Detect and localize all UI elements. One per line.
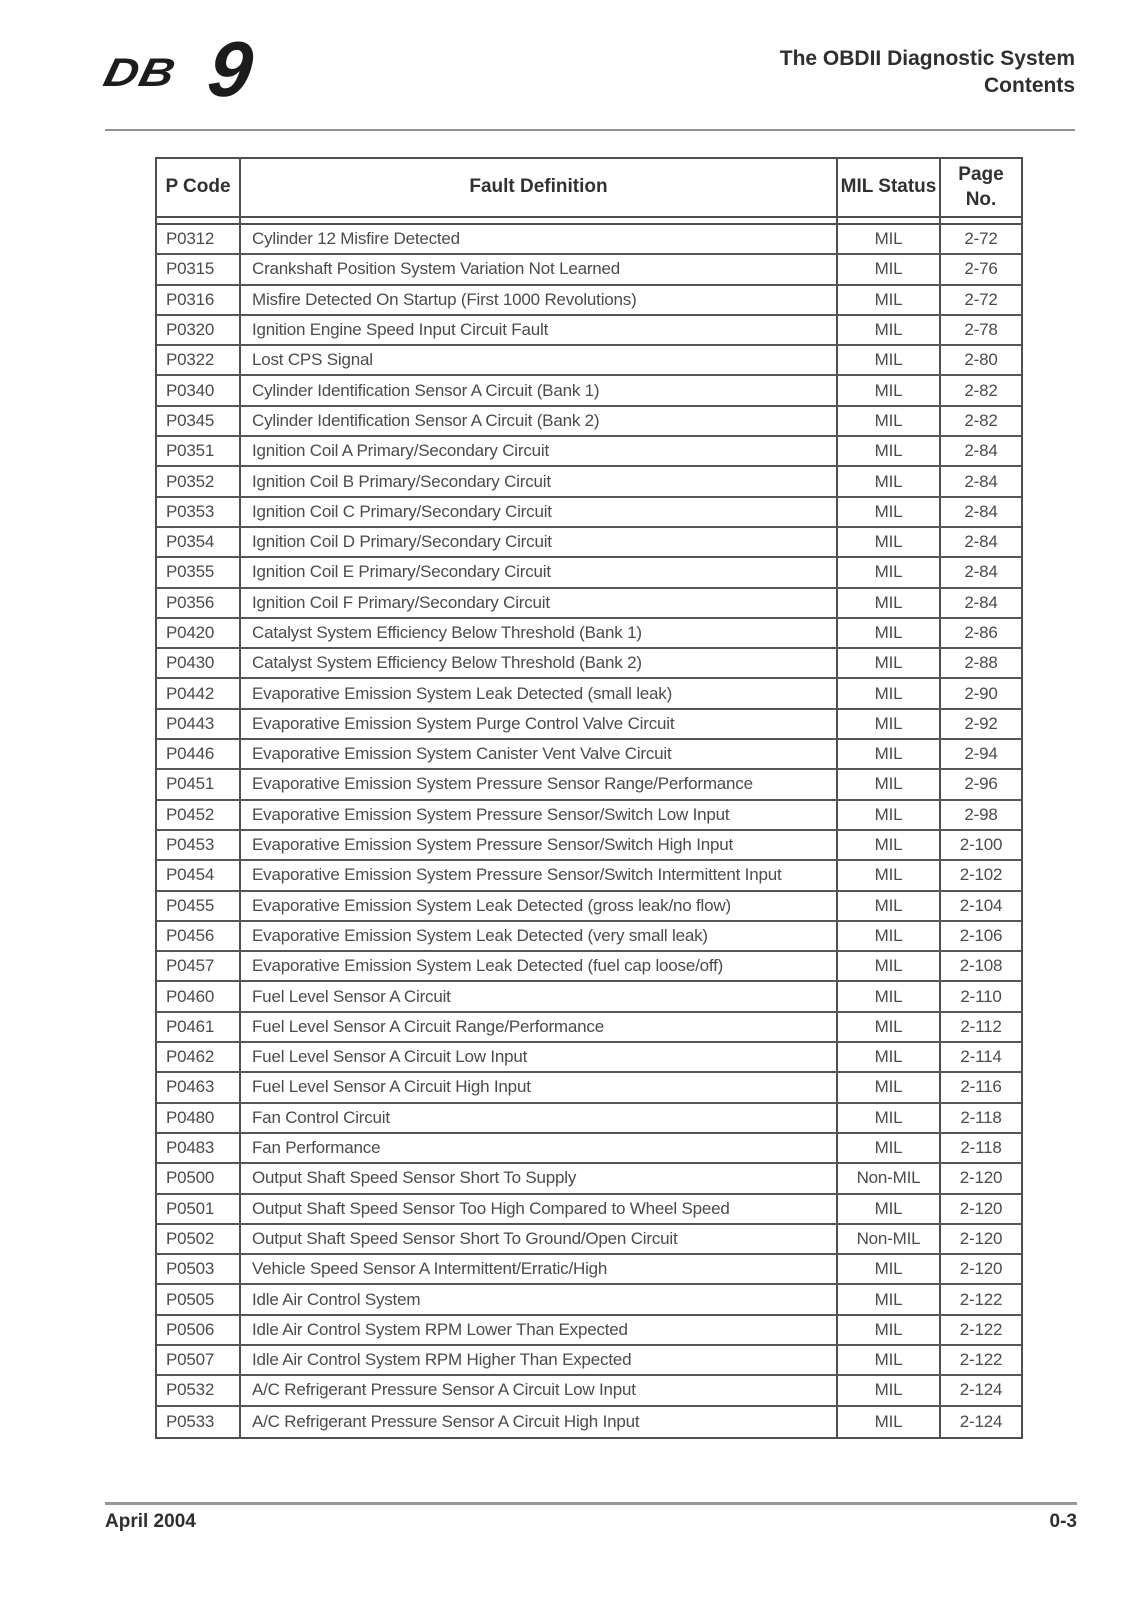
- mil-status-cell: MIL: [838, 710, 941, 738]
- fault-cell: Idle Air Control System RPM Lower Than Expected: [241, 1316, 838, 1344]
- pcode-cell: P0455: [157, 892, 241, 920]
- pcode-cell: P0443: [157, 710, 241, 738]
- table-row: [157, 1255, 1021, 1285]
- page-no-cell: 2-72: [964, 229, 998, 249]
- fault-cell: Crankshaft Position System Variation Not Learned: [241, 255, 838, 283]
- table-row: [157, 770, 1021, 800]
- fault-cell: Evaporative Emission System Canister Vent Valve Circuit: [241, 740, 838, 768]
- page-no-cell: 2-86: [964, 623, 998, 642]
- table-row: [157, 1285, 1021, 1315]
- pcode-cell: P0442: [157, 679, 241, 707]
- fault-cell: A/C Refrigerant Pressure Sensor A Circuit Low Input: [241, 1376, 838, 1404]
- mil-status-cell: MIL: [838, 589, 941, 617]
- page-no-cell: 2-84: [964, 501, 998, 521]
- table-row: [157, 1376, 1021, 1406]
- pcode-cell: P0312: [157, 225, 241, 253]
- table-row: [157, 1316, 1021, 1346]
- mil-status-cell: MIL: [838, 1013, 941, 1041]
- page-no-cell: 2-122: [959, 1319, 1003, 1339]
- mil-status-cell: MIL: [838, 679, 941, 707]
- column-header-page-no: Page No.: [958, 163, 1004, 210]
- fault-cell: Ignition Coil D Primary/Secondary Circuit: [241, 528, 838, 556]
- fault-cell: Evaporative Emission System Pressure Sensor Range/Performance: [241, 770, 838, 798]
- fault-cell: Evaporative Emission System Leak Detected (small leak): [241, 679, 838, 707]
- mil-status-cell: MIL: [838, 801, 941, 829]
- fault-cell: Output Shaft Speed Sensor Short To Ground/Open Circuit: [241, 1225, 838, 1253]
- pcode-cell: P0345: [157, 407, 241, 435]
- mil-status-cell: MIL: [838, 286, 941, 314]
- mil-status-cell: MIL: [838, 407, 941, 435]
- mil-status-cell: MIL: [838, 892, 941, 920]
- mil-status-cell: Non-MIL: [838, 1164, 941, 1192]
- column-header-fault: Fault Definition: [241, 159, 838, 216]
- page-header-title: [780, 45, 1075, 99]
- page-no-cell: 2-120: [959, 1259, 1003, 1279]
- pcode-cell: P0456: [157, 922, 241, 950]
- page-no-cell: 2-124: [959, 1380, 1003, 1400]
- fault-cell: Ignition Coil C Primary/Secondary Circuit: [241, 498, 838, 526]
- table-row: [157, 922, 1021, 952]
- pcode-cell: P0505: [157, 1285, 241, 1313]
- fault-cell: Cylinder Identification Sensor A Circuit (Bank 2): [241, 407, 838, 435]
- fault-cell: Catalyst System Efficiency Below Threshold (Bank 2): [241, 649, 838, 677]
- pcode-cell: P0503: [157, 1255, 241, 1283]
- page-no-cell: 2-84: [964, 471, 998, 491]
- page-no-cell: 2-82: [964, 410, 998, 430]
- mil-status-cell: MIL: [838, 376, 941, 404]
- logo-db-text: DB: [99, 51, 181, 95]
- pcode-cell: P0420: [157, 619, 241, 647]
- fault-cell: Fan Control Circuit: [241, 1104, 838, 1132]
- page-no-cell: 2-76: [964, 259, 998, 279]
- table-row: [157, 1346, 1021, 1376]
- page-no-cell: 2-100: [959, 835, 1003, 855]
- header-title-line2: Contents: [984, 74, 1075, 97]
- table-row: [157, 619, 1021, 649]
- page-no-cell: 2-118: [960, 1107, 1002, 1127]
- page-no-cell: 2-104: [959, 895, 1003, 915]
- mil-status-cell: MIL: [838, 952, 941, 980]
- pcode-cell: P0461: [157, 1013, 241, 1041]
- mil-status-cell: Non-MIL: [838, 1225, 941, 1253]
- pcode-cell: P0462: [157, 1043, 241, 1071]
- table-row: [157, 1225, 1021, 1255]
- pcode-cell: P0501: [157, 1195, 241, 1223]
- table-row: [157, 679, 1021, 709]
- mil-status-cell: MIL: [838, 1043, 941, 1071]
- page-no-cell: 2-98: [964, 804, 998, 824]
- logo-9-text: 9: [203, 25, 258, 113]
- fault-cell: Lost CPS Signal: [241, 346, 838, 374]
- pcode-cell: P0454: [157, 861, 241, 889]
- table-row: [157, 1195, 1021, 1225]
- pcode-cell: P0500: [157, 1164, 241, 1192]
- fault-cell: Evaporative Emission System Purge Control Valve Circuit: [241, 710, 838, 738]
- page-no-cell: 2-84: [964, 532, 998, 552]
- table-row: [157, 286, 1021, 316]
- mil-status-cell: MIL: [838, 1376, 941, 1404]
- page-no-cell: 2-72: [964, 289, 998, 309]
- pcode-cell: P0483: [157, 1134, 241, 1162]
- table-row: [157, 831, 1021, 861]
- pcode-cell: P0532: [157, 1376, 241, 1404]
- table-row: [157, 861, 1021, 891]
- page-no-cell: 2-124: [959, 1411, 1003, 1431]
- mil-status-cell: MIL: [838, 1407, 941, 1437]
- table-row: [157, 710, 1021, 740]
- fault-cell: Ignition Engine Speed Input Circuit Fault: [241, 316, 838, 344]
- pcode-cell: P0457: [157, 952, 241, 980]
- fault-cell: Ignition Coil E Primary/Secondary Circuit: [241, 558, 838, 586]
- pcode-cell: P0320: [157, 316, 241, 344]
- table-row: [157, 1407, 1021, 1437]
- table-row: [157, 316, 1021, 346]
- mil-status-cell: MIL: [838, 528, 941, 556]
- pcode-cell: P0355: [157, 558, 241, 586]
- page-no-cell: 2-118: [960, 1138, 1002, 1158]
- mil-status-cell: MIL: [838, 861, 941, 889]
- table-row: [157, 1043, 1021, 1073]
- table-row: [157, 558, 1021, 588]
- fault-cell: Idle Air Control System: [241, 1285, 838, 1313]
- column-header-pcode: P Code: [157, 159, 241, 216]
- mil-status-cell: MIL: [838, 1073, 941, 1101]
- table-row: [157, 1013, 1021, 1043]
- mil-status-cell: MIL: [838, 467, 941, 495]
- page-no-cell: 2-88: [964, 653, 998, 673]
- fault-cell: Evaporative Emission System Pressure Sensor/Switch Low Input: [241, 801, 838, 829]
- mil-status-cell: MIL: [838, 1104, 941, 1132]
- table-row: [157, 498, 1021, 528]
- fault-code-table: [155, 157, 1023, 1439]
- pcode-cell: P0480: [157, 1104, 241, 1132]
- pcode-cell: P0533: [157, 1407, 241, 1437]
- mil-status-cell: MIL: [838, 558, 941, 586]
- footer-date: April 2004: [105, 1511, 196, 1532]
- header-divider: [105, 129, 1075, 131]
- pcode-cell: P0507: [157, 1346, 241, 1374]
- fault-cell: Vehicle Speed Sensor A Intermittent/Erratic/High: [241, 1255, 838, 1283]
- page-no-cell: 2-84: [964, 562, 998, 582]
- page-no-cell: 2-80: [964, 350, 998, 370]
- fault-cell: Ignition Coil B Primary/Secondary Circuit: [241, 467, 838, 495]
- page-no-cell: 2-78: [964, 320, 998, 340]
- fault-cell: Output Shaft Speed Sensor Short To Supply: [241, 1164, 838, 1192]
- mil-status-cell: MIL: [838, 498, 941, 526]
- table-body: [157, 225, 1021, 1437]
- mil-status-cell: MIL: [838, 316, 941, 344]
- fault-cell: Evaporative Emission System Leak Detected (gross leak/no flow): [241, 892, 838, 920]
- mil-status-cell: MIL: [838, 437, 941, 465]
- pcode-cell: P0315: [157, 255, 241, 283]
- page-no-cell: 2-106: [959, 925, 1003, 945]
- fault-cell: Evaporative Emission System Leak Detected (very small leak): [241, 922, 838, 950]
- fault-cell: Fuel Level Sensor A Circuit High Input: [241, 1073, 838, 1101]
- fault-cell: Catalyst System Efficiency Below Threshold (Bank 1): [241, 619, 838, 647]
- table-row: [157, 982, 1021, 1012]
- pcode-cell: P0354: [157, 528, 241, 556]
- fault-cell: Misfire Detected On Startup (First 1000 Revolutions): [241, 286, 838, 314]
- fault-cell: Evaporative Emission System Leak Detected (fuel cap loose/off): [241, 952, 838, 980]
- fault-cell: Evaporative Emission System Pressure Sensor/Switch High Input: [241, 831, 838, 859]
- mil-status-cell: MIL: [838, 1195, 941, 1223]
- table-row: [157, 528, 1021, 558]
- page-no-cell: 2-84: [964, 592, 998, 612]
- table-row: [157, 801, 1021, 831]
- pcode-cell: P0430: [157, 649, 241, 677]
- table-row: [157, 589, 1021, 619]
- page-no-cell: 2-96: [964, 774, 998, 794]
- page-no-cell: 2-120: [959, 1198, 1003, 1218]
- mil-status-cell: MIL: [838, 346, 941, 374]
- table-row: [157, 1073, 1021, 1103]
- mil-status-cell: MIL: [838, 831, 941, 859]
- page-no-cell: 2-114: [960, 1047, 1002, 1067]
- pcode-cell: P0453: [157, 831, 241, 859]
- page-no-cell: 2-82: [964, 380, 998, 400]
- pcode-cell: P0452: [157, 801, 241, 829]
- fault-cell: Ignition Coil A Primary/Secondary Circuit: [241, 437, 838, 465]
- fault-cell: A/C Refrigerant Pressure Sensor A Circuit High Input: [241, 1407, 838, 1437]
- fault-cell: Cylinder 12 Misfire Detected: [241, 225, 838, 253]
- table-row: [157, 437, 1021, 467]
- fault-cell: Output Shaft Speed Sensor Too High Compared to Wheel Speed: [241, 1195, 838, 1223]
- mil-status-cell: MIL: [838, 619, 941, 647]
- mil-status-cell: MIL: [838, 649, 941, 677]
- mil-status-cell: MIL: [838, 740, 941, 768]
- mil-status-cell: MIL: [838, 1134, 941, 1162]
- table-row: [157, 952, 1021, 982]
- mil-status-cell: MIL: [838, 1285, 941, 1313]
- pcode-cell: P0451: [157, 770, 241, 798]
- pcode-cell: P0502: [157, 1225, 241, 1253]
- header-double-rule-gap: [157, 218, 1021, 225]
- pcode-cell: P0460: [157, 982, 241, 1010]
- page-no-cell: 2-94: [964, 744, 998, 764]
- table-row: [157, 649, 1021, 679]
- fault-cell: Fan Performance: [241, 1134, 838, 1162]
- mil-status-cell: MIL: [838, 225, 941, 253]
- table-row: [157, 1164, 1021, 1194]
- mil-status-cell: MIL: [838, 1346, 941, 1374]
- table-row: [157, 346, 1021, 376]
- table-row: [157, 225, 1021, 255]
- page-no-cell: 2-122: [959, 1289, 1003, 1309]
- fault-cell: Idle Air Control System RPM Higher Than Expected: [241, 1346, 838, 1374]
- page-no-cell: 2-116: [960, 1077, 1002, 1097]
- page-no-cell: 2-122: [959, 1350, 1003, 1370]
- fault-cell: Fuel Level Sensor A Circuit: [241, 982, 838, 1010]
- mil-status-cell: MIL: [838, 1316, 941, 1344]
- pcode-cell: P0351: [157, 437, 241, 465]
- page-no-cell: 2-90: [964, 683, 998, 703]
- page-no-cell: 2-120: [959, 1168, 1003, 1188]
- table-row: [157, 892, 1021, 922]
- pcode-cell: P0356: [157, 589, 241, 617]
- fault-cell: Cylinder Identification Sensor A Circuit (Bank 1): [241, 376, 838, 404]
- column-header-mil-status: MIL Status: [838, 159, 941, 216]
- mil-status-cell: MIL: [838, 1255, 941, 1283]
- table-row: [157, 740, 1021, 770]
- pcode-cell: P0506: [157, 1316, 241, 1344]
- header-title-line1: The OBDII Diagnostic System: [779, 47, 1075, 70]
- table-row: [157, 376, 1021, 406]
- fault-cell: Fuel Level Sensor A Circuit Range/Performance: [241, 1013, 838, 1041]
- mil-status-cell: MIL: [838, 770, 941, 798]
- mil-status-cell: MIL: [838, 255, 941, 283]
- page-no-cell: 2-110: [960, 986, 1002, 1006]
- page-no-cell: 2-112: [960, 1016, 1002, 1036]
- table-row: [157, 255, 1021, 285]
- page-no-cell: 2-120: [959, 1228, 1003, 1248]
- pcode-cell: P0316: [157, 286, 241, 314]
- pcode-cell: P0353: [157, 498, 241, 526]
- footer-divider: [105, 1502, 1077, 1505]
- db9-logo: [99, 25, 280, 113]
- table-row: [157, 1104, 1021, 1134]
- mil-status-cell: MIL: [838, 922, 941, 950]
- fault-cell: Fuel Level Sensor A Circuit Low Input: [241, 1043, 838, 1071]
- pcode-cell: P0322: [157, 346, 241, 374]
- table-row: [157, 407, 1021, 437]
- fault-cell: Ignition Coil F Primary/Secondary Circuit: [241, 589, 838, 617]
- page-no-cell: 2-102: [959, 865, 1003, 885]
- table-row: [157, 467, 1021, 497]
- table-row: [157, 1134, 1021, 1164]
- fault-cell: Evaporative Emission System Pressure Sensor/Switch Intermittent Input: [241, 861, 838, 889]
- page-no-cell: 2-84: [964, 441, 998, 461]
- pcode-cell: P0352: [157, 467, 241, 495]
- mil-status-cell: MIL: [838, 982, 941, 1010]
- pcode-cell: P0463: [157, 1073, 241, 1101]
- table-header-row: [157, 159, 1021, 218]
- pcode-cell: P0340: [157, 376, 241, 404]
- page-no-cell: 2-92: [964, 713, 998, 733]
- pcode-cell: P0446: [157, 740, 241, 768]
- footer-page-number: 0-3: [1049, 1511, 1077, 1532]
- page-no-cell: 2-108: [959, 956, 1003, 976]
